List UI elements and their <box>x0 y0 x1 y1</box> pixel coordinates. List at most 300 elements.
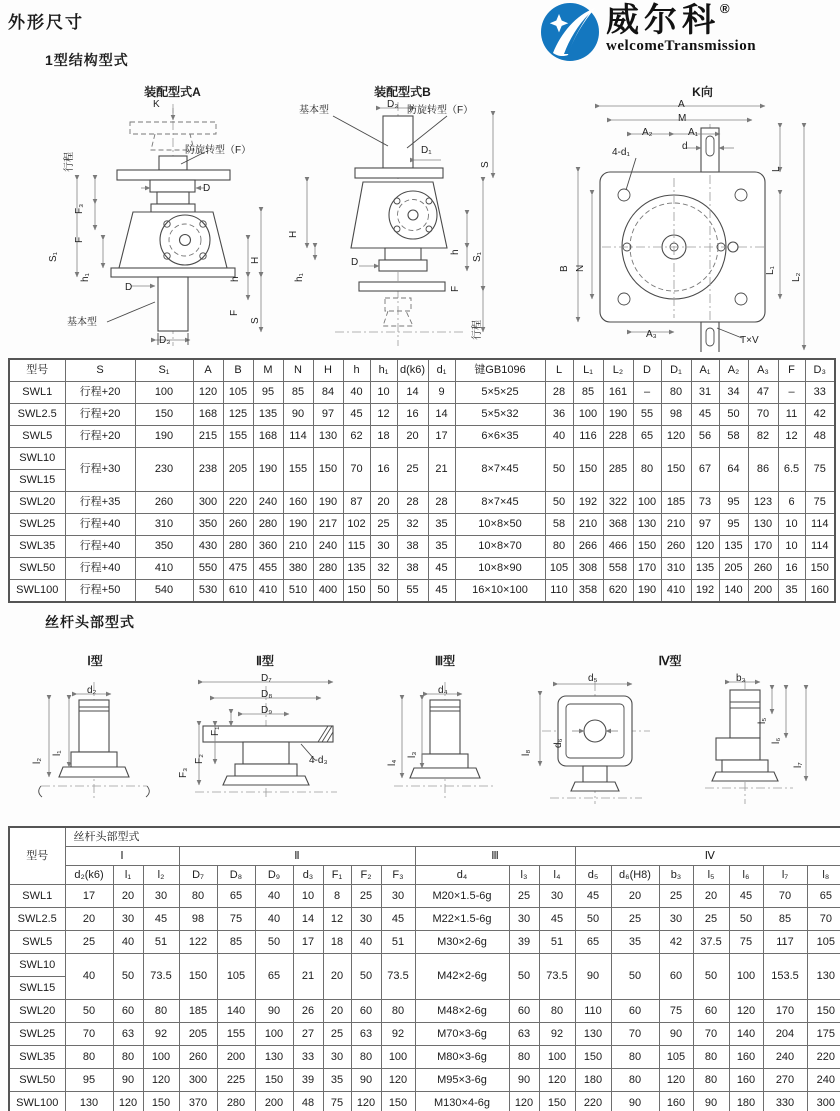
dim-label: N <box>575 264 586 272</box>
dim-label: F <box>74 236 85 243</box>
dim-label: 行程 <box>64 152 75 172</box>
value-cell: 60 <box>611 1000 659 1023</box>
section-screw-head-type: 丝杆头部型式 <box>45 614 135 630</box>
value-cell: 160 <box>729 1046 763 1069</box>
value-cell: 80 <box>351 1046 381 1069</box>
value-cell: 190 <box>283 514 313 536</box>
dim-label: L₁ <box>765 266 776 275</box>
dim-label: 基本型 <box>67 317 97 328</box>
value-cell: 18 <box>323 931 351 954</box>
model-cell: SWL2.5 <box>9 404 65 426</box>
value-cell: 25 <box>65 931 113 954</box>
value-cell: 150 <box>179 954 217 1000</box>
value-cell: 85 <box>763 908 807 931</box>
dim-label: F₁ <box>210 726 221 736</box>
value-cell: 50 <box>611 954 659 1000</box>
value-cell: 90 <box>611 1092 659 1111</box>
value-cell: 35 <box>778 580 805 603</box>
value-cell: 80 <box>633 448 661 492</box>
value-cell: 50 <box>575 908 611 931</box>
dim-label: D <box>203 183 211 194</box>
group-header: Ⅱ <box>179 847 415 866</box>
dim-label: l₃ <box>407 751 418 758</box>
value-cell: 360 <box>253 536 283 558</box>
dim-label: 基本型 <box>299 105 329 116</box>
value-cell: 204 <box>763 1023 807 1046</box>
value-cell: 6×6×35 <box>455 426 545 448</box>
value-cell: 63 <box>509 1023 539 1046</box>
value-cell: 370 <box>179 1092 217 1111</box>
value-cell: 350 <box>135 536 193 558</box>
value-cell: 266 <box>573 536 603 558</box>
value-cell: 210 <box>661 514 691 536</box>
value-cell: 80 <box>509 1046 539 1069</box>
dim-label: l₅ <box>757 717 768 724</box>
dim-label: l₁ <box>52 750 63 756</box>
value-cell: 30 <box>143 885 179 908</box>
column-header: D₈ <box>217 866 255 885</box>
value-cell: 45 <box>691 404 719 426</box>
value-cell: 122 <box>179 931 217 954</box>
value-cell: 12 <box>323 908 351 931</box>
value-cell: M130×4-6g <box>415 1092 509 1111</box>
value-cell: 105 <box>659 1046 693 1069</box>
value-cell: 80 <box>65 1046 113 1069</box>
column-header: L₁ <box>573 359 603 382</box>
value-cell: 85 <box>217 931 255 954</box>
model-cell: SWL25 <box>9 514 65 536</box>
value-cell: 25 <box>611 908 659 931</box>
column-header: l₂ <box>143 866 179 885</box>
value-cell: 150 <box>575 1046 611 1069</box>
value-cell: 260 <box>223 514 253 536</box>
value-cell: 60 <box>659 954 693 1000</box>
value-cell: 21 <box>428 448 455 492</box>
dim-label: S <box>250 317 261 324</box>
column-header: d₆(H8) <box>611 866 659 885</box>
column-header: F <box>778 359 805 382</box>
value-cell: 308 <box>573 558 603 580</box>
value-cell: 50 <box>509 954 539 1000</box>
dim-label: F₃ <box>178 767 189 778</box>
value-cell: 32 <box>370 558 397 580</box>
dim-label: D₈ <box>261 689 273 700</box>
value-cell: 310 <box>661 558 691 580</box>
column-header: D₃ <box>805 359 835 382</box>
value-cell: 28 <box>545 382 573 404</box>
value-cell: 67 <box>691 448 719 492</box>
value-cell: 25 <box>397 448 428 492</box>
value-cell: 17 <box>65 885 113 908</box>
value-cell: 150 <box>539 1092 575 1111</box>
value-cell: 5×5×25 <box>455 382 545 404</box>
model-cell: SWL1 <box>9 885 65 908</box>
model-cell: SWL20 <box>9 492 65 514</box>
column-header: l₃ <box>509 866 539 885</box>
value-cell: 20 <box>397 426 428 448</box>
table-row <box>9 580 835 603</box>
value-cell: 190 <box>135 426 193 448</box>
value-cell: 20 <box>65 908 113 931</box>
value-cell: 300 <box>807 1092 840 1111</box>
value-cell: 160 <box>729 1069 763 1092</box>
value-cell: 55 <box>397 580 428 603</box>
column-header: F₃ <box>381 866 415 885</box>
value-cell: 36 <box>545 404 573 426</box>
value-cell: 90 <box>283 404 313 426</box>
dim-label: D₁ <box>421 145 432 156</box>
value-cell: 86 <box>748 448 778 492</box>
model-cell: SWL20 <box>9 1000 65 1023</box>
type-4-diagram <box>520 674 820 814</box>
value-cell: 70 <box>611 1023 659 1046</box>
dim-label: D₃ <box>159 335 171 346</box>
value-cell: 65 <box>217 885 255 908</box>
logo-subtitle: welcomeTransmission <box>606 38 757 54</box>
value-cell: 行程+40 <box>65 558 135 580</box>
value-cell: M80×3-6g <box>415 1046 509 1069</box>
value-cell: 40 <box>113 931 143 954</box>
value-cell: 47 <box>748 382 778 404</box>
value-cell: 40 <box>545 426 573 448</box>
value-cell: 300 <box>193 492 223 514</box>
value-cell: 150 <box>661 448 691 492</box>
value-cell: 280 <box>253 514 283 536</box>
value-cell: 120 <box>539 1069 575 1092</box>
value-cell: 75 <box>805 492 835 514</box>
value-cell: 410 <box>253 580 283 603</box>
value-cell: 130 <box>255 1046 293 1069</box>
value-cell: 16 <box>370 448 397 492</box>
value-cell: 120 <box>659 1069 693 1092</box>
value-cell: 8 <box>323 885 351 908</box>
table-row <box>9 492 835 514</box>
column-header: D <box>633 359 661 382</box>
value-cell: 25 <box>509 885 539 908</box>
caption-type-1: Ⅰ型 <box>87 654 103 668</box>
value-cell: 358 <box>573 580 603 603</box>
structure-dimension-table <box>8 358 836 603</box>
dim-label: F <box>229 309 240 316</box>
value-cell: 130 <box>807 954 840 1000</box>
value-cell: 45 <box>428 580 455 603</box>
value-cell: 37.5 <box>693 931 729 954</box>
value-cell: 11 <box>778 404 805 426</box>
model-cell: SWL10 <box>9 448 65 470</box>
value-cell: 150 <box>135 404 193 426</box>
value-cell: 20 <box>113 885 143 908</box>
table-row <box>9 448 835 470</box>
value-cell: 120 <box>509 1092 539 1111</box>
value-cell: 63 <box>351 1023 381 1046</box>
value-cell: 33 <box>293 1046 323 1069</box>
table-row <box>9 514 835 536</box>
group-header: Ⅳ <box>575 847 840 866</box>
value-cell: 25 <box>351 885 381 908</box>
value-cell: 530 <box>193 580 223 603</box>
column-header: N <box>283 359 313 382</box>
value-cell: 114 <box>283 426 313 448</box>
value-cell: 140 <box>729 1023 763 1046</box>
dim-label: d₅ <box>588 673 598 684</box>
column-header: H <box>313 359 343 382</box>
value-cell: 217 <box>313 514 343 536</box>
value-cell: 160 <box>283 492 313 514</box>
value-cell: 140 <box>217 1000 255 1023</box>
value-cell: 50 <box>693 954 729 1000</box>
value-cell: 42 <box>805 404 835 426</box>
caption-type-3: Ⅲ型 <box>434 654 456 668</box>
value-cell: 120 <box>351 1092 381 1111</box>
caption-k-view: K向 <box>692 85 713 99</box>
company-logo <box>540 2 836 66</box>
value-cell: 行程+20 <box>65 426 135 448</box>
value-cell: 110 <box>575 1000 611 1023</box>
dim-label: L <box>771 166 782 172</box>
dim-label: A₃ <box>646 329 657 340</box>
drawing-type-3 <box>387 674 500 814</box>
value-cell: 105 <box>217 954 255 1000</box>
table-row <box>9 1023 840 1046</box>
value-cell: 30 <box>659 908 693 931</box>
value-cell: 39 <box>293 1069 323 1092</box>
dim-label: D₃ <box>387 99 399 110</box>
value-cell: 180 <box>575 1069 611 1092</box>
value-cell: 10×8×50 <box>455 514 545 536</box>
value-cell: 130 <box>65 1092 113 1111</box>
value-cell: 16×10×100 <box>455 580 545 603</box>
value-cell: 175 <box>807 1023 840 1046</box>
value-cell: 185 <box>179 1000 217 1023</box>
screw-head-dimension-table <box>8 826 840 1111</box>
value-cell: 84 <box>313 382 343 404</box>
value-cell: 110 <box>545 580 573 603</box>
table-row <box>9 404 835 426</box>
value-cell: 70 <box>693 1023 729 1046</box>
group-title-header: 丝杆头部型式 <box>65 827 840 847</box>
caption-type-4: Ⅳ型 <box>658 654 682 668</box>
value-cell: 25 <box>370 514 397 536</box>
value-cell: 8×7×45 <box>455 492 545 514</box>
value-cell: 行程+40 <box>65 514 135 536</box>
value-cell: 210 <box>283 536 313 558</box>
table-row <box>9 1046 840 1069</box>
value-cell: 150 <box>143 1092 179 1111</box>
value-cell: 238 <box>193 448 223 492</box>
dim-label: D₇ <box>261 673 272 684</box>
value-cell: 80 <box>179 885 217 908</box>
value-cell: 73.5 <box>381 954 415 1000</box>
assembly-a-diagram <box>55 100 290 352</box>
model-cell: SWL5 <box>9 931 65 954</box>
value-cell: 20 <box>323 1000 351 1023</box>
dim-label: F₂ <box>194 754 205 764</box>
value-cell: 73.5 <box>539 954 575 1000</box>
value-cell: 400 <box>313 580 343 603</box>
value-cell: 45 <box>729 885 763 908</box>
dim-label: 4-d₃ <box>309 755 328 766</box>
model-cell: SWL5 <box>9 426 65 448</box>
value-cell: 98 <box>179 908 217 931</box>
value-cell: 60 <box>693 1000 729 1023</box>
value-cell: 50 <box>545 492 573 514</box>
value-cell: 6.5 <box>778 448 805 492</box>
value-cell: 20 <box>323 954 351 1000</box>
group-header: Ⅰ <box>65 847 179 866</box>
value-cell: 135 <box>343 558 370 580</box>
header-row <box>9 359 835 382</box>
model-cell: SWL50 <box>9 558 65 580</box>
value-cell: 153.5 <box>763 954 807 1000</box>
value-cell: 610 <box>223 580 253 603</box>
value-cell: 180 <box>729 1092 763 1111</box>
value-cell: 105 <box>545 558 573 580</box>
value-cell: 115 <box>343 536 370 558</box>
value-cell: 75 <box>805 448 835 492</box>
table-row <box>9 954 840 977</box>
value-cell: 150 <box>255 1069 293 1092</box>
value-cell: 行程+20 <box>65 382 135 404</box>
value-cell: 260 <box>135 492 193 514</box>
value-cell: 97 <box>313 404 343 426</box>
dim-label: b₃ <box>736 673 746 684</box>
value-cell: 45 <box>143 908 179 931</box>
column-header: d₄ <box>415 866 509 885</box>
value-cell: 38 <box>397 558 428 580</box>
value-cell: 70 <box>65 1023 113 1046</box>
logo-text <box>606 2 756 54</box>
column-header: l₅ <box>693 866 729 885</box>
value-cell: 行程+20 <box>65 404 135 426</box>
value-cell: 260 <box>179 1046 217 1069</box>
value-cell: 51 <box>539 931 575 954</box>
value-cell: 150 <box>381 1092 415 1111</box>
dim-label: l₈ <box>521 749 532 756</box>
header-row <box>9 827 840 847</box>
drawing-assembly-b <box>288 99 510 352</box>
dim-label: F <box>450 285 461 292</box>
dim-label: A₂ <box>642 127 653 138</box>
value-cell: 63 <box>113 1023 143 1046</box>
k-view-diagram <box>570 100 835 352</box>
value-cell: 120 <box>113 1092 143 1111</box>
value-cell: 30 <box>381 885 415 908</box>
value-cell: 50 <box>729 908 763 931</box>
value-cell: 150 <box>313 448 343 492</box>
value-cell: 40 <box>351 931 381 954</box>
value-cell: 35 <box>611 931 659 954</box>
value-cell: 33 <box>805 382 835 404</box>
value-cell: 95 <box>253 382 283 404</box>
model-cell: SWL100 <box>9 580 65 603</box>
value-cell: 90 <box>693 1092 729 1111</box>
value-cell: 70 <box>343 448 370 492</box>
value-cell: 80 <box>539 1000 575 1023</box>
value-cell: 20 <box>611 885 659 908</box>
value-cell: 10 <box>778 536 805 558</box>
value-cell: 170 <box>748 536 778 558</box>
value-cell: 26 <box>293 1000 323 1023</box>
value-cell: 14 <box>293 908 323 931</box>
value-cell: 64 <box>719 448 748 492</box>
value-cell: 190 <box>603 404 633 426</box>
value-cell: 455 <box>253 558 283 580</box>
value-cell: 42 <box>659 931 693 954</box>
value-cell: 50 <box>370 580 397 603</box>
value-cell: 100 <box>381 1046 415 1069</box>
value-cell: 90 <box>575 954 611 1000</box>
value-cell: 475 <box>223 558 253 580</box>
dim-label: l₆ <box>771 737 782 744</box>
value-cell: 240 <box>807 1069 840 1092</box>
dim-label: h₁ <box>80 273 91 282</box>
value-cell: 410 <box>661 580 691 603</box>
value-cell: – <box>633 382 661 404</box>
value-cell: 40 <box>255 885 293 908</box>
drawing-type-1 <box>32 674 155 814</box>
value-cell: 10 <box>293 885 323 908</box>
column-header: A₁ <box>691 359 719 382</box>
value-cell: M48×2-6g <box>415 1000 509 1023</box>
dim-label: D₉ <box>261 705 273 716</box>
value-cell: 30 <box>323 1046 351 1069</box>
value-cell: 80 <box>611 1046 659 1069</box>
value-cell: 40 <box>255 908 293 931</box>
value-cell: 100 <box>135 382 193 404</box>
column-header: 型号 <box>9 359 65 382</box>
column-header: d₁ <box>428 359 455 382</box>
value-cell: 92 <box>539 1023 575 1046</box>
value-cell: 200 <box>748 580 778 603</box>
dim-label: l₄ <box>387 759 398 766</box>
value-cell: 116 <box>573 426 603 448</box>
column-header: h₁ <box>370 359 397 382</box>
value-cell: 125 <box>223 404 253 426</box>
value-cell: 85 <box>573 382 603 404</box>
value-cell: 80 <box>611 1069 659 1092</box>
column-header: b₃ <box>659 866 693 885</box>
column-header: d(k6) <box>397 359 428 382</box>
assembly-b-diagram <box>295 100 510 352</box>
value-cell: 45 <box>575 885 611 908</box>
value-cell: 168 <box>193 404 223 426</box>
drawing-type-2 <box>178 673 345 814</box>
value-cell: 155 <box>223 426 253 448</box>
column-header: d₃ <box>293 866 323 885</box>
value-cell: 75 <box>659 1000 693 1023</box>
dim-label: 防旋转型（F） <box>407 105 474 116</box>
column-header: S <box>65 359 135 382</box>
value-cell: 240 <box>313 536 343 558</box>
column-header: S₁ <box>135 359 193 382</box>
value-cell: 540 <box>135 580 193 603</box>
value-cell: 75 <box>323 1092 351 1111</box>
value-cell: 368 <box>603 514 633 536</box>
table-row <box>9 558 835 580</box>
value-cell: 205 <box>223 448 253 492</box>
value-cell: 150 <box>343 580 370 603</box>
value-cell: 150 <box>573 448 603 492</box>
value-cell: 65 <box>807 885 840 908</box>
logo-company-name: 威尔科® <box>606 1 730 38</box>
dim-label: B <box>559 265 570 272</box>
value-cell: 56 <box>691 426 719 448</box>
value-cell: 10×8×70 <box>455 536 545 558</box>
value-cell: 114 <box>805 514 835 536</box>
value-cell: 50 <box>113 954 143 1000</box>
value-cell: 105 <box>807 931 840 954</box>
value-cell: 105 <box>223 382 253 404</box>
